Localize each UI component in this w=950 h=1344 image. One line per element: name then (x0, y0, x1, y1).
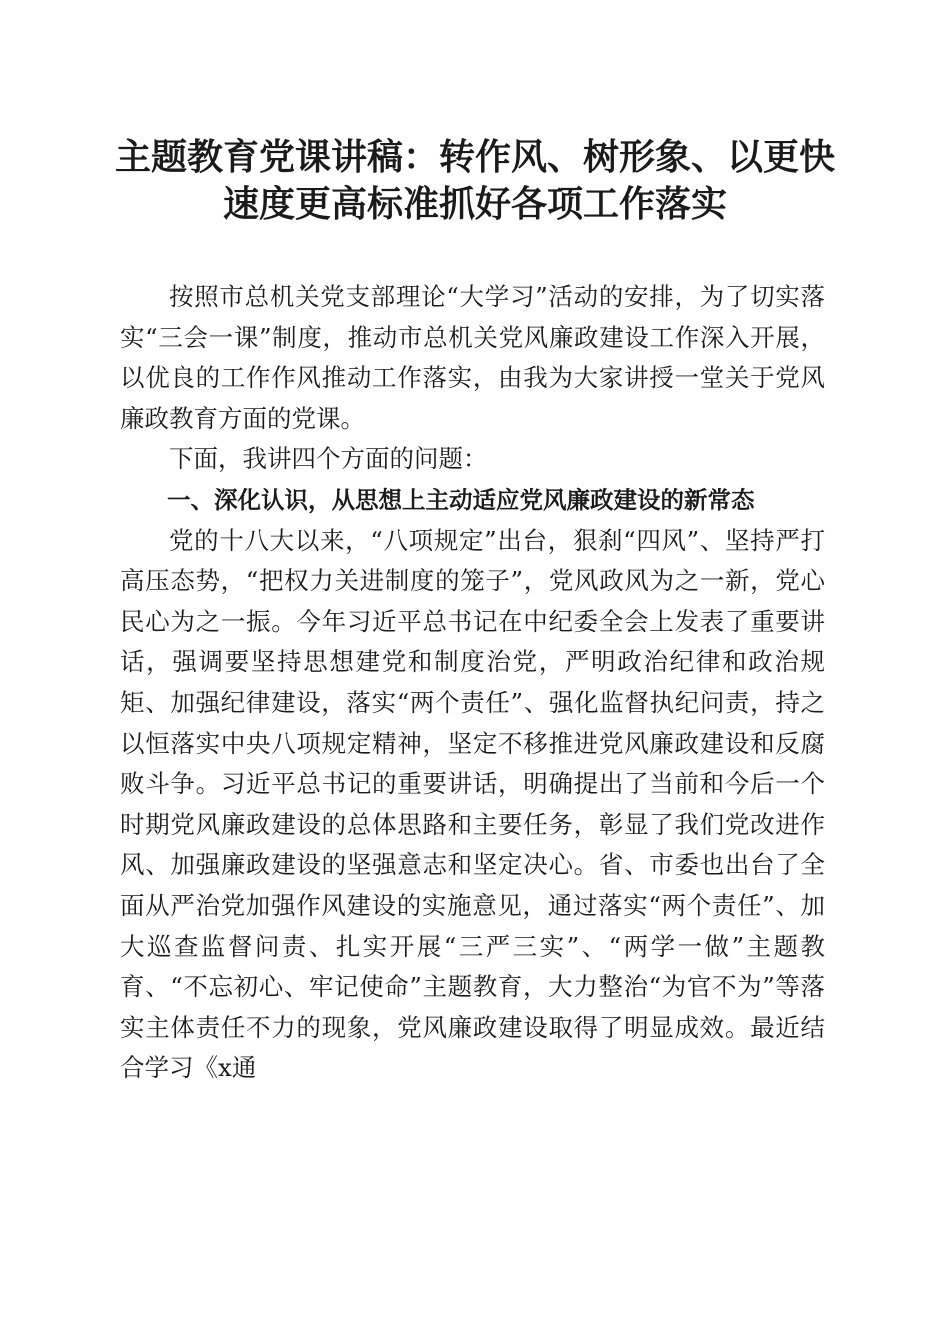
transition-paragraph: 下面，我讲四个方面的问题： (169, 444, 488, 474)
intro-paragraph: 按照市总机关党支部理论“大学习”活动的安排，为了切实落实“三会一课”制度，推动市总机关党风廉政建设工作深入开展，以优良的工作作风推动工作落实，由我为大家讲授一堂关于党风廉政教育方面的党课。 (120, 282, 825, 433)
document-title: 主题教育党课讲稿：转作风、树形象、以更快速度更高标准抓好各项工作落实 (114, 136, 835, 225)
section-1-paragraph: 党的十八大以来，“八项规定”出台，狠刹“四风”、坚持严打高压态势，“把权力关进制度的笼子”，党风政风为之一新，党心民心为之一振。今年习近平总书记在中纪委全会上发表了重要讲话，强调要坚持思想建党和制度治党，严明政治纪律和政治规矩、加强纪律建设，落实“两个责任”、强化监督执纪问责，持之以恒落实中央八项规定精神，坚定不移推进党风廉政建设和反腐败斗争。习近平总书记的重要讲话，明确提出了当前和今后一个时期党风廉政建设的总体思路和主要任务，彰显了我们党改进作风、加强廉政建设的坚强意志和坚定决心。省、市委也出台了全面从严治党加强作风建设的实施意见，通过落实“两个责任”、加大巡查监督问责、扎实开展“三严三实”、“两学一做”主题教育、“不忘初心、牢记使命”主题教育，大力整治“为官不为”等落实主体责任不力的现象，党风廉政建设取得了明显成效。最近结合学习《x通 (120, 525, 825, 1083)
section-heading-1: 一、深化认识，从思想上主动适应党风廉政建设的新常态 (167, 485, 755, 514)
document-body (120, 277, 825, 1089)
